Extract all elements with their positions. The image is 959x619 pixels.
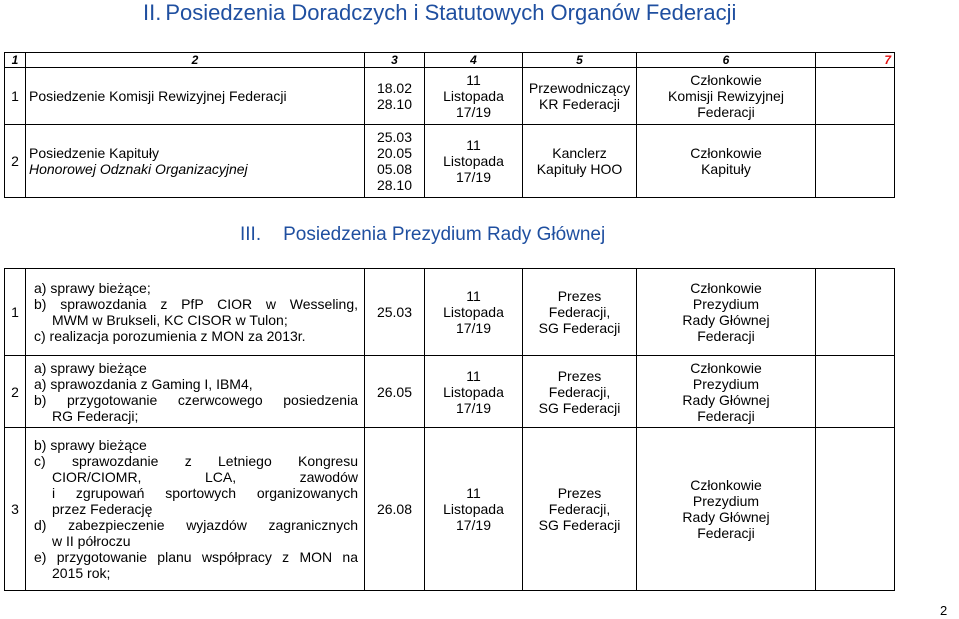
agenda-item: MWM w Brukseli, KC CISOR w Tulon;	[52, 312, 288, 328]
place-line: Listopada	[443, 501, 504, 517]
meeting-date: 26.08	[365, 428, 425, 591]
advisory-bodies-table	[4, 52, 895, 198]
chair-line: Prezes Federacji,	[548, 288, 611, 320]
meeting-date: 25.03	[365, 269, 425, 356]
place-line: 17/19	[455, 104, 492, 120]
place-line: 11	[466, 72, 481, 88]
empty-cell	[816, 356, 895, 428]
members-line: Członkowie	[690, 72, 762, 88]
agenda-item: c) realizacja porozumienia z MON za 2013r.	[34, 328, 306, 344]
members-line: Rady Głównej	[682, 509, 770, 525]
meeting-place	[425, 125, 523, 198]
place-line: 17/19	[455, 169, 492, 185]
members-line: Członkowie	[690, 477, 762, 493]
meeting-dates	[365, 125, 425, 198]
members-line: Rady Głównej	[682, 312, 770, 328]
meeting-date: 26.05	[365, 356, 425, 428]
members-line: Federacji	[697, 328, 755, 344]
meeting-name-line: Posiedzenie Komisji Rewizyjnej Federacji	[29, 88, 287, 104]
date-line: 28.10	[376, 177, 413, 193]
chair-line: KR Federacji	[539, 96, 620, 112]
section-number: II.	[143, 0, 162, 25]
meeting-members	[637, 125, 816, 198]
empty-cell	[816, 125, 895, 198]
agenda-item: b) sprawy bieżące	[34, 437, 147, 453]
meeting-dates	[365, 68, 425, 125]
agenda-item: a) sprawy bieżące	[34, 359, 147, 376]
date-line: 20.05	[376, 145, 413, 161]
members-line: Prezydium	[692, 493, 760, 509]
table-row	[5, 356, 895, 428]
meeting-chair	[523, 428, 637, 591]
meeting-name	[26, 125, 365, 198]
members-line: Członkowie	[690, 359, 762, 376]
meeting-chair	[523, 356, 637, 428]
presidium-table	[4, 268, 895, 591]
table-row	[5, 68, 895, 125]
agenda	[26, 269, 365, 356]
row-number: 1	[5, 68, 26, 125]
meeting-place	[425, 68, 523, 125]
agenda-item: w II półroczu	[52, 533, 131, 549]
empty-cell	[816, 269, 895, 356]
chair-line: Przewodniczący	[528, 80, 631, 96]
section-title: Posiedzenia Doradczych i Statutowych Organów Federacji	[165, 0, 737, 25]
header-cell: 6	[637, 53, 816, 68]
meeting-name-line: Posiedzenie Kapituły	[29, 145, 159, 161]
agenda-item: RG Federacji;	[52, 407, 139, 424]
section-heading-ii	[143, 0, 736, 26]
meeting-chair	[523, 125, 637, 198]
meeting-place	[425, 269, 523, 356]
empty-cell	[816, 428, 895, 591]
agenda-item: przez Federację	[52, 501, 153, 517]
members-line: Kapituły	[701, 161, 751, 177]
members-line: Członkowie	[690, 280, 762, 296]
meeting-place	[425, 428, 523, 591]
agenda-item: a) sprawy bieżące;	[34, 280, 151, 296]
chair-line: Prezes Federacji,	[548, 367, 611, 400]
header-cell: 1	[5, 53, 26, 68]
chair-line: Kanclerz	[552, 145, 607, 161]
place-line: 17/19	[455, 399, 492, 416]
table-row	[5, 125, 895, 198]
meeting-name-line: Honorowej Odznaki Organizacyjnej	[29, 161, 248, 177]
table-header-row	[5, 53, 895, 68]
meeting-chair	[523, 68, 637, 125]
members-line: Komisji Rewizyjnej	[668, 88, 784, 104]
header-cell: 2	[26, 53, 365, 68]
row-number: 2	[5, 125, 26, 198]
members-line: Prezydium	[692, 375, 760, 392]
agenda-item: d) zabezpieczenie wyjazdów zagranicznych	[34, 517, 358, 533]
agenda	[26, 428, 365, 591]
section-number: III.	[240, 224, 262, 245]
chair-line: SG Federacji	[538, 399, 621, 416]
chair-line: SG Federacji	[538, 517, 621, 533]
place-line: 17/19	[455, 517, 492, 533]
place-line: 11	[466, 367, 481, 384]
place-line: Listopada	[443, 304, 504, 320]
place-line: 11	[466, 485, 481, 501]
row-number: 1	[5, 269, 26, 356]
meeting-members	[637, 269, 816, 356]
members-line: Federacji	[697, 104, 755, 120]
agenda-item: b) przygotowanie czerwcowego posiedzenia	[34, 391, 358, 408]
header-cell: 7	[816, 53, 895, 68]
place-line: Listopada	[443, 153, 504, 169]
agenda-item: i zgrupowań sportowych organizowanych	[52, 485, 358, 501]
agenda-item: c) sprawozdanie z Letniego Kongresu	[34, 453, 358, 469]
place-line: Listopada	[443, 88, 504, 104]
meeting-place	[425, 356, 523, 428]
place-line: Listopada	[443, 383, 504, 400]
agenda-item: b) sprawozdania z PfP CIOR w Wesseling,	[34, 296, 358, 312]
chair-line: SG Federacji	[538, 320, 621, 336]
row-number: 2	[5, 356, 26, 428]
place-line: 11	[466, 137, 481, 153]
place-line: 11	[466, 288, 481, 304]
header-cell: 4	[425, 53, 523, 68]
agenda-item: CIOR/CIOMR, LCA, zawodów	[52, 469, 358, 485]
members-line: Federacji	[697, 525, 755, 541]
section-title: Posiedzenia Prezydium Rady Głównej	[283, 224, 606, 245]
place-line: 17/19	[455, 320, 492, 336]
members-line: Rady Głównej	[682, 391, 770, 408]
section-heading-iii	[240, 224, 605, 246]
meeting-name	[26, 68, 365, 125]
header-cell: 3	[365, 53, 425, 68]
agenda-item: a) sprawozdania z Gaming I, IBM4,	[34, 375, 253, 392]
row-number: 3	[5, 428, 26, 591]
date-line: 25.03	[376, 129, 413, 145]
chair-line: Kapituły HOO	[536, 161, 623, 177]
members-line: Federacji	[697, 407, 755, 424]
table-row	[5, 428, 895, 591]
header-cell: 5	[523, 53, 637, 68]
chair-line: Prezes Federacji,	[548, 485, 611, 517]
members-line: Prezydium	[692, 296, 760, 312]
meeting-members	[637, 428, 816, 591]
table-row	[5, 269, 895, 356]
date-line: 28.10	[376, 96, 413, 112]
members-line: Członkowie	[690, 145, 762, 161]
date-line: 18.02	[376, 80, 413, 96]
meeting-chair	[523, 269, 637, 356]
meeting-members	[637, 68, 816, 125]
meeting-members	[637, 356, 816, 428]
agenda	[26, 356, 365, 428]
date-line: 05.08	[376, 161, 413, 177]
agenda-item: 2015 rok;	[52, 565, 111, 581]
page-number: 2	[940, 603, 948, 618]
empty-cell	[816, 68, 895, 125]
agenda-item: e) przygotowanie planu współpracy z MON na	[34, 549, 358, 565]
